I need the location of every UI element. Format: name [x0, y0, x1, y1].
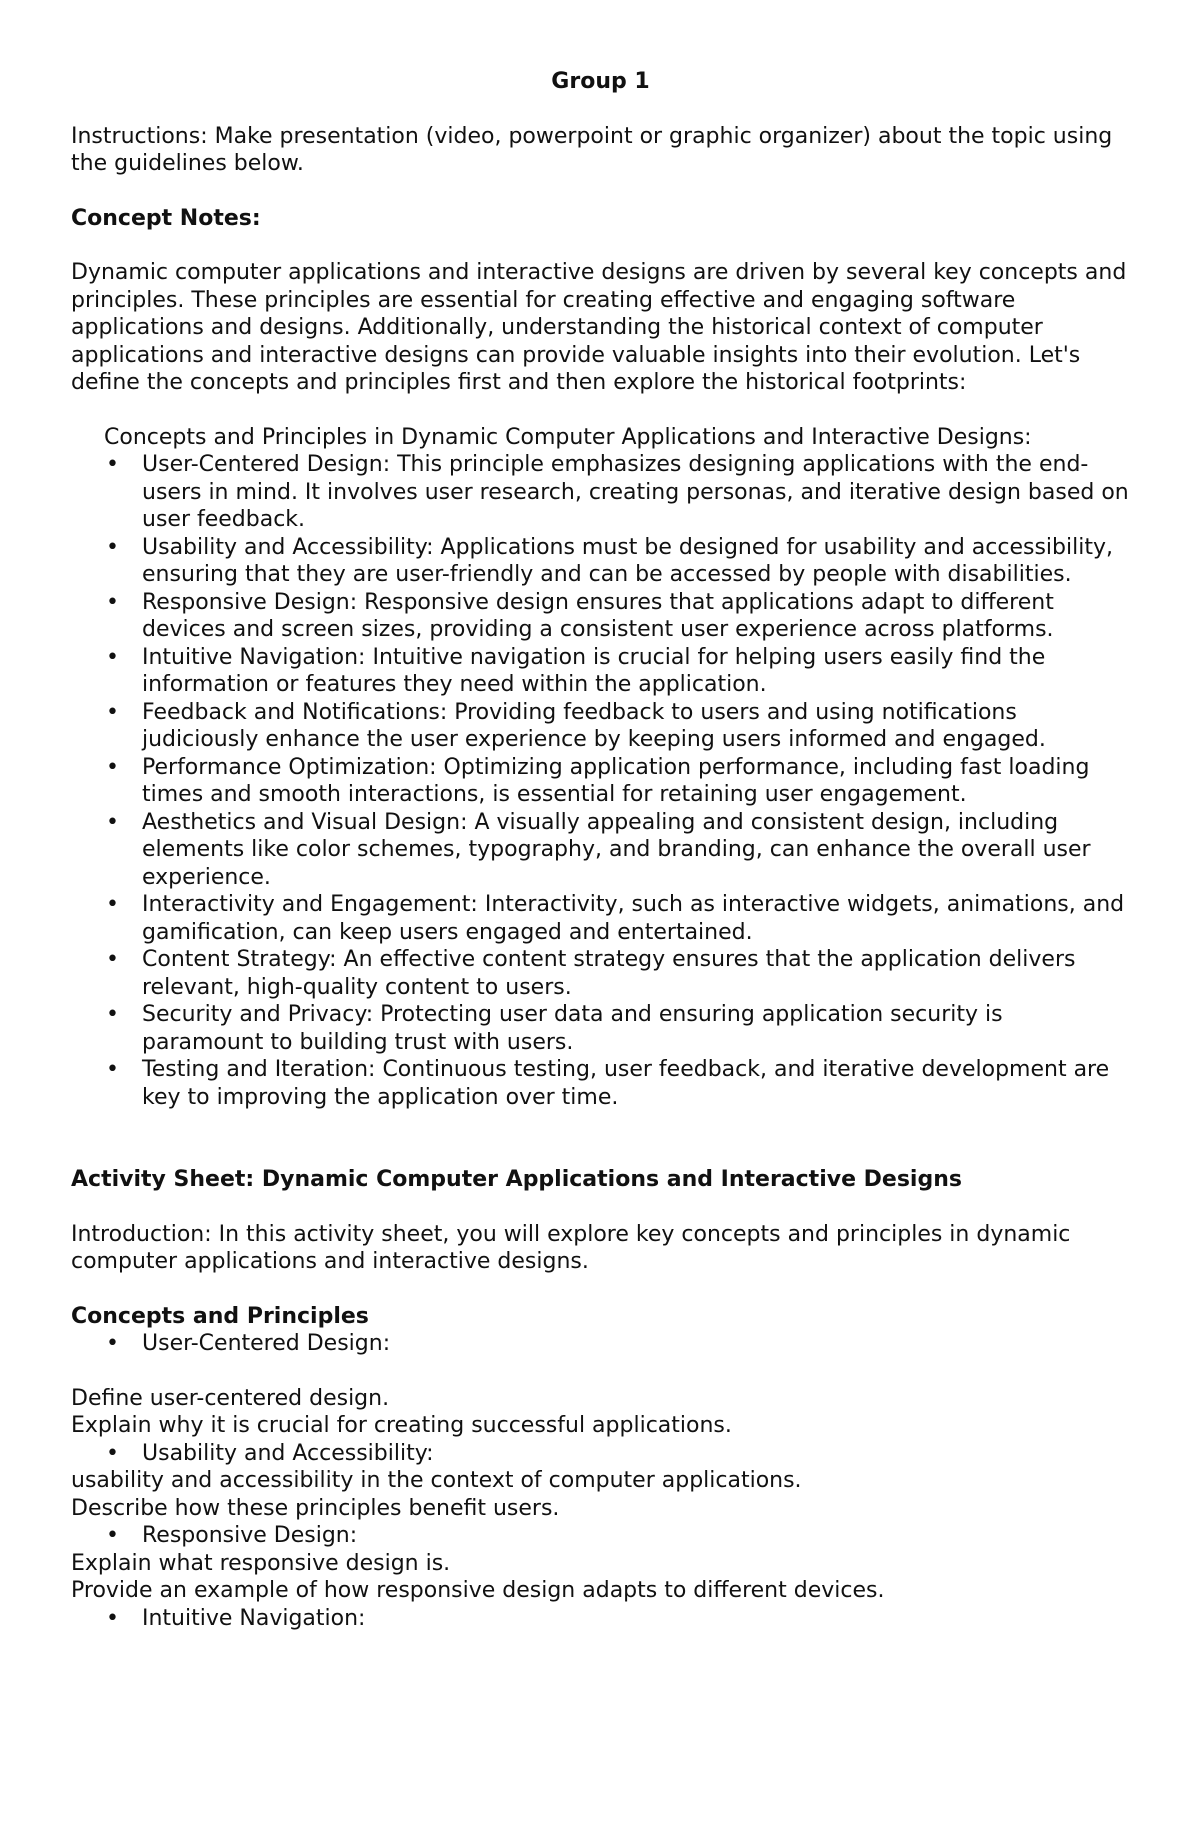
bullet-icon: • — [106, 644, 119, 670]
list-item-text: Aesthetics and Visual Design: A visually appealing and consistent design, including elements like color schemes, typography, and branding, can enhance the overall user experience. — [142, 809, 1091, 890]
activity-ucd-list — [71, 1330, 1130, 1358]
list-item-text: User-Centered Design: — [142, 1331, 391, 1356]
list-item — [71, 754, 1130, 809]
list-item-text: Intuitive Navigation: Intuitive navigation is crucial for helping users easily find the information or features they need within the application. — [142, 644, 1046, 697]
principles-list — [71, 451, 1130, 1111]
bullet-icon: • — [106, 892, 119, 917]
list-item — [71, 891, 1130, 946]
concepts-intro: Concepts and Principles in Dynamic Computer Applications and Interactive Designs: — [104, 424, 1032, 450]
list-item-text: Interactivity and Engagement: Interactivity, such as interactive widgets, animations, and gamification, can keep users engaged and entertained. — [142, 892, 1125, 945]
activity-heading: Activity Sheet: Dynamic Computer Applications and Interactive Designs — [71, 1167, 962, 1192]
bullet-icon: • — [106, 1605, 119, 1631]
bullet-icon: • — [106, 1331, 119, 1356]
list-item — [71, 534, 1130, 589]
bullet-icon: • — [106, 1440, 119, 1466]
list-item — [71, 1605, 1130, 1633]
bullet-icon: • — [106, 1523, 119, 1548]
bullet-icon: • — [106, 1057, 119, 1082]
document-title: Group 1 — [551, 69, 650, 94]
list-item-text: Responsive Design: — [142, 1523, 358, 1548]
bullet-icon: • — [106, 699, 119, 725]
bullet-icon: • — [106, 809, 119, 835]
bullet-icon: • — [106, 754, 119, 780]
bullet-icon: • — [106, 452, 119, 477]
activity-intro: Introduction: In this activity sheet, you will explore key concepts and principles in dynamic computer applications and interactive designs. — [71, 1221, 1071, 1274]
list-item-text: Security and Privacy: Protecting user data and ensuring application security is paramount to building trust with users. — [142, 1002, 1003, 1055]
list-item — [71, 451, 1130, 534]
activity-line: Describe how these principles benefit users. — [71, 1495, 560, 1521]
concept-notes-paragraph: Dynamic computer applications and interactive designs are driven by several key concepts and principles. These principles are essential for creating effective and engaging software applications and designs. Additionally, understanding the historical context of computer applications and interactive designs can provide valuable insights into their evolution. Let's define the concepts and principles first and then explore the historical footprints: — [71, 260, 1127, 395]
list-item-text: Usability and Accessibility: Applications must be designed for usability and accessibility, ensuring that they are user-friendly and can be accessed by people with disabilities. — [142, 534, 1113, 587]
bullet-icon: • — [106, 1002, 119, 1027]
activity-line: Define user-centered design. — [71, 1385, 390, 1411]
instructions-text: Instructions: Make presentation (video, powerpoint or graphic organizer) about the topic using the guidelines below. — [71, 123, 1113, 176]
list-item — [71, 644, 1130, 699]
bullet-icon: • — [106, 947, 119, 972]
activity-line: Explain what responsive design is. — [71, 1550, 451, 1576]
list-item-text: Intuitive Navigation: — [142, 1605, 366, 1631]
bullet-icon: • — [106, 534, 119, 560]
list-item-text: Performance Optimization: Optimizing application performance, including fast loading times and smooth interactions, is essential for retaining user engagement. — [142, 754, 1090, 807]
list-item-text: Content Strategy: An effective content strategy ensures that the application delivers relevant, high-quality content to users. — [142, 947, 1076, 1000]
list-item-text: Testing and Iteration: Continuous testing, user feedback, and iterative development are key to improving the application over time. — [142, 1057, 1110, 1110]
list-item-text: User-Centered Design: This principle emphasizes designing applications with the end-users in mind. It involves user research, creating personas, and iterative design based on user feedback. — [142, 452, 1129, 532]
list-item — [71, 1440, 1130, 1468]
list-item — [71, 809, 1130, 892]
concept-notes-heading: Concept Notes: — [71, 205, 261, 231]
list-item-text: Usability and Accessibility: — [142, 1440, 434, 1466]
activity-line: Explain why it is crucial for creating successful applications. — [71, 1413, 732, 1438]
list-item — [71, 589, 1130, 644]
list-item-text: Feedback and Notifications: Providing feedback to users and using notifications judiciously enhance the user experience by keeping users informed and engaged. — [142, 699, 1046, 752]
activity-ua-list — [71, 1440, 1130, 1468]
activity-rd-list — [71, 1522, 1130, 1550]
list-item — [71, 1522, 1130, 1550]
activity-in-list — [71, 1605, 1130, 1633]
list-item — [71, 1001, 1130, 1056]
bullet-icon: • — [106, 589, 119, 615]
activity-line: usability and accessibility in the context of computer applications. — [71, 1468, 802, 1493]
list-item — [71, 699, 1130, 754]
list-item — [71, 946, 1130, 1001]
list-item — [71, 1330, 1130, 1358]
activity-concepts-heading: Concepts and Principles — [71, 1303, 369, 1329]
list-item — [71, 1056, 1130, 1111]
activity-line: Provide an example of how responsive design adapts to different devices. — [71, 1578, 885, 1603]
list-item-text: Responsive Design: Responsive design ensures that applications adapt to different devices and screen sizes, providing a consistent user experience across platforms. — [142, 589, 1054, 642]
